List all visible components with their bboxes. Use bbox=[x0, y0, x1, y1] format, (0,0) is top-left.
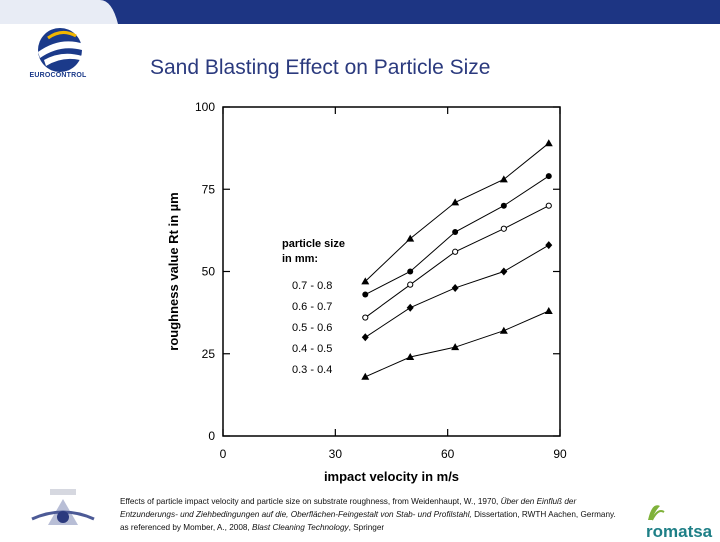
data-point bbox=[453, 249, 458, 254]
romatsa-logo-text: romatsa bbox=[646, 522, 713, 541]
series-line bbox=[365, 311, 548, 377]
data-point bbox=[451, 198, 459, 205]
y-tick-label: 100 bbox=[194, 100, 215, 114]
data-point bbox=[501, 226, 506, 231]
caption-italic-book: Blast Cleaning Technology bbox=[251, 523, 349, 532]
legend-entry: 0.6 - 0.7 bbox=[292, 301, 333, 313]
x-tick-label: 30 bbox=[328, 447, 343, 461]
y-tick-label: 75 bbox=[201, 182, 215, 197]
legend-title: in mm: bbox=[282, 253, 319, 265]
data-point bbox=[362, 292, 368, 298]
data-point bbox=[452, 229, 458, 235]
data-point bbox=[545, 307, 553, 314]
data-point bbox=[500, 175, 508, 182]
roughness-chart bbox=[160, 96, 580, 484]
legend-entry: 0.3 - 0.4 bbox=[292, 364, 333, 376]
x-tick-label: 0 bbox=[219, 447, 227, 461]
legend-title: particle size bbox=[282, 238, 345, 250]
data-point bbox=[501, 203, 507, 209]
legend-entry: 0.4 - 0.5 bbox=[292, 343, 333, 355]
y-axis-label: roughness value Rt in µm bbox=[166, 192, 181, 351]
data-point bbox=[500, 268, 507, 276]
y-tick-label: 25 bbox=[201, 346, 215, 361]
y-tick-label: 0 bbox=[208, 429, 215, 443]
data-point bbox=[406, 235, 414, 242]
data-point bbox=[452, 284, 459, 292]
data-point bbox=[361, 373, 369, 380]
data-point bbox=[407, 304, 414, 312]
x-tick-label: 90 bbox=[553, 447, 567, 461]
data-point bbox=[408, 282, 413, 287]
x-axis-label: impact velocity in m/s bbox=[323, 469, 460, 484]
organisation-emblem-icon bbox=[28, 485, 98, 535]
caption-text-1: Effects of particle impact velocity and particle size on substrate roughness, from Weidenhaupt, W., 1970, bbox=[120, 497, 501, 506]
slide-title: Sand Blasting Effect on Particle Size bbox=[150, 56, 491, 79]
figure-caption bbox=[120, 495, 620, 534]
data-point bbox=[500, 327, 508, 334]
caption-italic-title: Über den Einfluß der Entzunderungs- und Ziehbedingungen auf die, Oberflächen-Feingestalt von Stab- und Profilstahl, bbox=[120, 497, 577, 519]
eurocontrol-logo-text: EUROCONTROL bbox=[29, 72, 87, 79]
legend-entry: 0.5 - 0.6 bbox=[292, 322, 333, 334]
data-point bbox=[546, 203, 551, 208]
legend-entry: 0.7 - 0.8 bbox=[292, 280, 333, 292]
top-banner bbox=[0, 0, 720, 24]
caption-text-3: , Springer bbox=[348, 523, 385, 532]
data-point bbox=[407, 269, 413, 275]
data-point bbox=[545, 241, 552, 249]
data-point bbox=[545, 139, 553, 146]
x-tick-label: 60 bbox=[440, 447, 455, 461]
series-line bbox=[365, 143, 548, 281]
caption-text-2: Dissertation, RWTH Aachen, Germany. as referenced by Momber, A., 2008, bbox=[120, 510, 616, 532]
data-point bbox=[363, 315, 368, 320]
series-line bbox=[365, 176, 548, 294]
plot-frame bbox=[223, 107, 560, 436]
data-point bbox=[362, 333, 369, 341]
data-point bbox=[546, 173, 552, 179]
y-tick-label: 50 bbox=[201, 264, 215, 279]
